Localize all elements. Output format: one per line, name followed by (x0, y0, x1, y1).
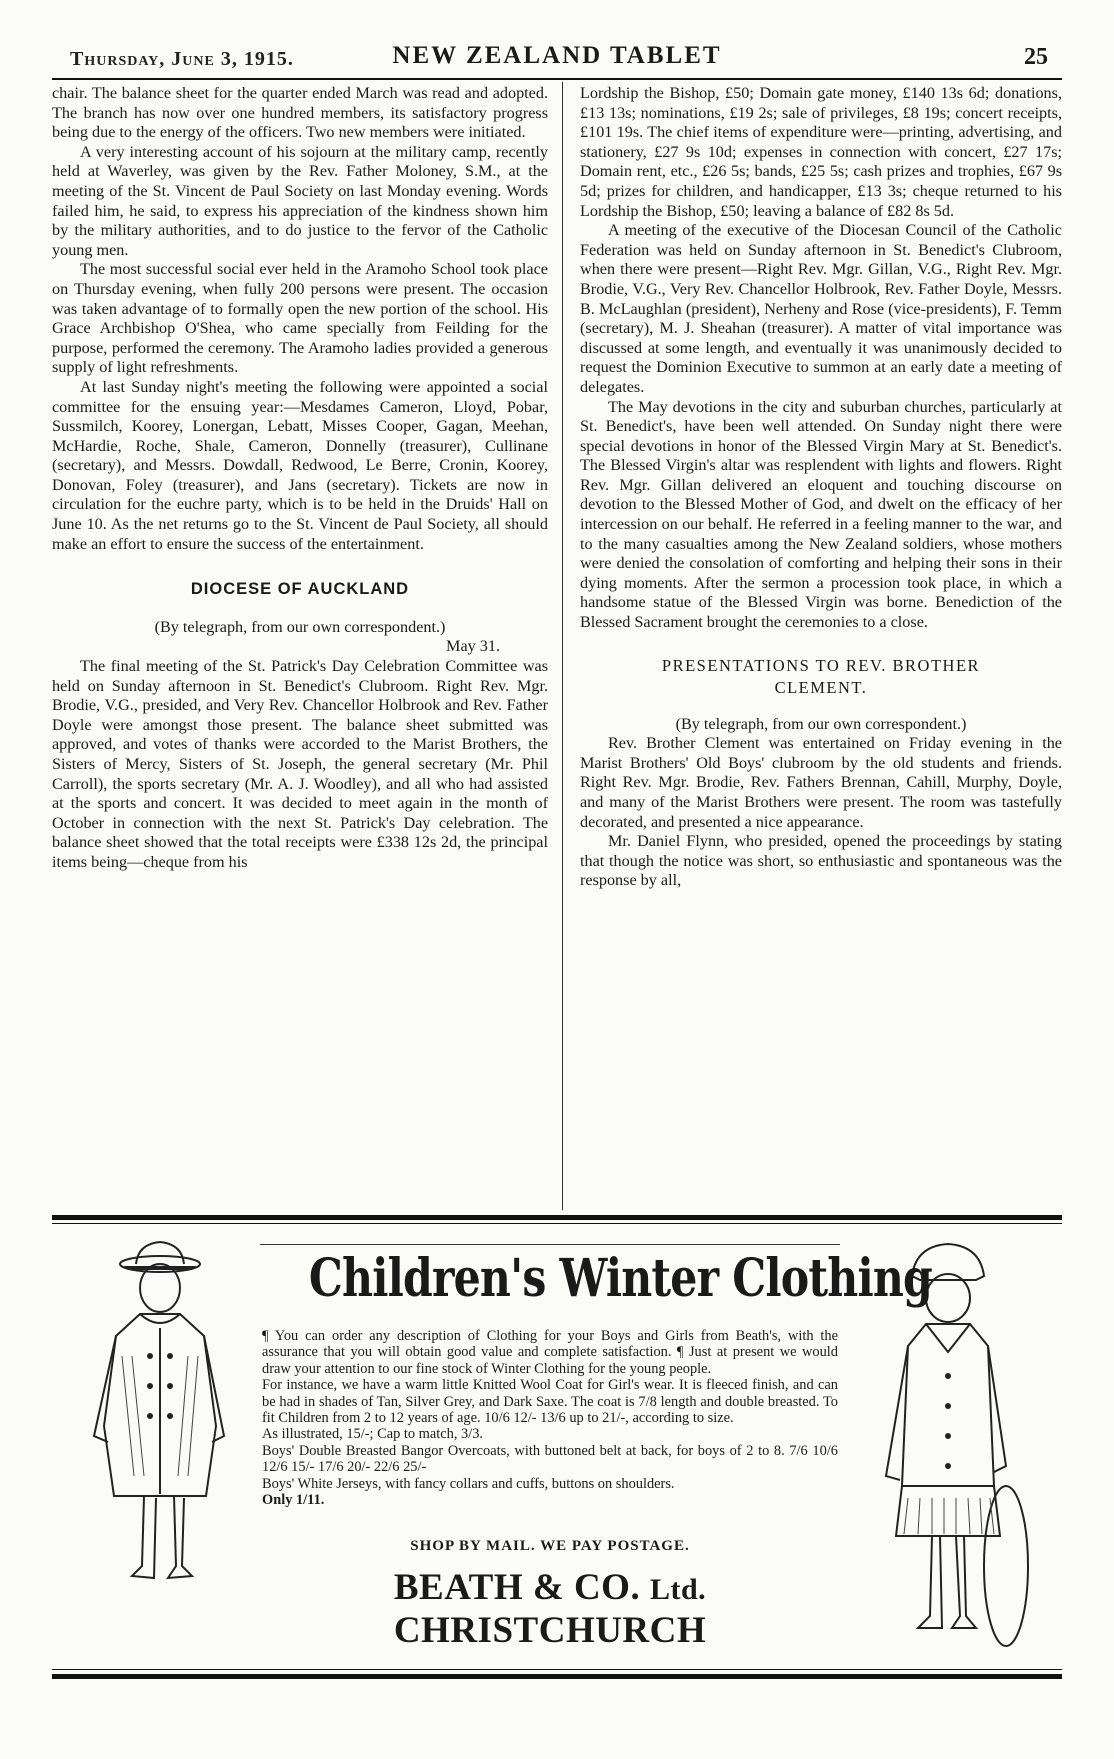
section-heading-presentations: PRESENTATIONS TO REV. BROTHER CLEMENT. (661, 655, 981, 697)
ad-border-bottom-thin (52, 1669, 1062, 1670)
ad-body-paragraph: Boys' White Jerseys, with fancy collars and cuffs, buttons on shoulders. (262, 1475, 675, 1492)
byline: (By telegraph, from our own correspondent.) (675, 714, 967, 733)
section-heading-auckland: DIOCESE OF AUCKLAND (190, 580, 410, 599)
masthead (52, 40, 1062, 74)
article-paragraph: Mr. Daniel Flynn, who presided, opened the proceedings by stating that though the notice was short, so enthusiastic and spontaneous was the response by all, (580, 832, 1062, 890)
page-number: 25 (1024, 44, 1048, 70)
ad-border-top-thin (52, 1223, 1062, 1224)
article-paragraph: The most successful social ever held in the Aramoho School took place on Thursday evening, when fully 200 persons were present. The occasion was taken advantage of to formally open the new portion of the school. His Grace Archbishop O'Shea, who came specially from Feilding for the purpose, performed the ceremony. The Aramoho ladies provided a generous supply of light refreshments. (52, 260, 548, 377)
left-column (52, 84, 548, 873)
article-paragraph: Rev. Brother Clement was entertained on Friday evening in the Marist Brothers' Old Boys' clubroom by the old students and friends. Right Rev. Mgr. Brodie, Rev. Fathers Brennan, Cahill, Murphy, Doyle, and many of the Marist Brothers were present. The room was tastefully decorated, and presented a nice appearance. (580, 734, 1062, 831)
article-paragraph: chair. The balance sheet for the quarter ended March was read and adopted. The branch has now over one hundred members, its satisfactory progress being due to the energy of the officers. Two new members were initiated. (52, 84, 548, 142)
ad-body (262, 1328, 838, 1508)
company-city: CHRISTCHURCH (393, 1610, 707, 1651)
column-divider (562, 82, 563, 1210)
ad-heading: Children's Winter Clothing (308, 1248, 933, 1309)
article-paragraph: At last Sunday night's meeting the following were appointed a social committee for the ensuing year:—Mesdames Cameron, Lloyd, Pobar, Sussmilch, Koorey, Lonergan, Lebatt, Misses Cooper, Gagan, Meehan, McHardie, Roche, Shale, Cameron, Donnelly (treasurer), Cullinane (secretary), and Messrs. Dowdall, Redwood, Le Berre, Cronin, Koorey, Donovan, Foley (treasurer), and Jans (secretary). Tickets are now in circulation for the euchre party, which is to be held in the Druids' Hall on June 10. As the net returns go to the St. Vincent de Paul Society, all should make an effort to ensure the success of the entertainment. (52, 377, 548, 553)
company-main: BEATH & CO. (393, 1567, 641, 1608)
ad-body-paragraph: For instance, we have a warm little Knitted Wool Coat for Girl's wear. It is fleeced finish, and can be had in shades of Tan, Silver Grey, and Dark Saxe. The coat is 7/8 length and double breasted. To fit Children from 2 to 12 years of age. 10/6 12/- 13/6 up to 21/-, according to size. (262, 1377, 838, 1427)
issue-date: Thursday, June 3, 1915. (70, 48, 294, 70)
byline: (By telegraph, from our own correspondent.) (154, 617, 446, 636)
article-paragraph: The final meeting of the St. Patrick's Day Celebration Committee was held on Sunday afternoon in St. Benedict's Clubroom. Right Rev. Mgr. Brodie, V.G., presided, and Very Rev. Chancellor Holbrook and Rev. Father Doyle were amongst those present. The balance sheet submitted was approved, and votes of thanks were accorded to the Marist Brothers, the Sisters of Mercy, Sisters of St. Joseph, the general secretary (Mr. Phil Carroll), the sports secretary (Mr. A. J. Woodley), and all who had assisted at the sports and concert. It was decided to meet again in the month of October in connection with the next St. Patrick's Day celebration. The balance sheet showed that the total receipts were £338 12s 2d, the principal items being—cheque from his (52, 657, 548, 871)
article-paragraph: A meeting of the executive of the Diocesan Council of the Catholic Federation was held on Sunday afternoon in St. Benedict's Clubroom, when there were present—Right Rev. Mgr. Gillan, V.G., Right Rev. Mgr. Brodie, V.G., Very Rev. Chancellor Holbrook, Rev. Father Doyle, Messrs. B. McLaughlan (president), Nerheny and Rose (vice-presidents), F. Temm (secretary), M. J. Sheahan (treasurer). A matter of vital importance was discussed at some length, and eventually it was unanimously decided to request the Dominion Executive to summon at an early date a meeting of delegates. (580, 221, 1062, 396)
ad-border-bottom (52, 1674, 1062, 1679)
publication-title: NEW ZEALAND TABLET (392, 42, 722, 69)
ad-body-paragraph: Boys' Double Breasted Bangor Overcoats, with buttoned belt at back, for boys of 2 to 8. 7/6 10/6 12/6 15/- 17/6 20/- 22/6 25/- (262, 1442, 838, 1476)
boy-in-overcoat-illustration (74, 1236, 244, 1606)
ad-border-top (52, 1215, 1062, 1220)
company-ltd: Ltd. (649, 1573, 707, 1606)
ad-inner-rule (260, 1244, 840, 1245)
article-paragraph: A very interesting account of his sojourn at the military camp, recently held at Waverley, was given by the Rev. Father Moloney, S.M., at the meeting of the St. Vincent de Paul Society on last Monday evening. Words failed him, he said, to express his appreciation of the kindness shown him by the military authorities, and to do justice to the fervor of the Catholic young men. (52, 142, 548, 259)
boy-illustration-svg (74, 1236, 244, 1606)
right-column (580, 84, 1062, 891)
dateline: May 31. (446, 637, 500, 656)
ad-company-name (262, 1566, 838, 1652)
article-paragraph: The May devotions in the city and suburban churches, particularly at St. Benedict's, have been well attended. On Sunday night there were special devotions in honor of the Blessed Virgin Mary at St. Benedict's. The Blessed Virgin's altar was resplendent with lights and flowers. Right Rev. Mgr. Gillan delivered an eloquent and touching discourse on devotion to the Blessed Mother of God, and dwelt on the efficacy of her intercession on our behalf. He referred in a feeling manner to the war, and to the many casualties among the New Zealand soldiers, whose mothers were denied the consolation of comforting and helping their sons in their dying moments. After the sermon a procession took place, in which a handsome statue of the Blessed Virgin was borne. Benediction of the Blessed Sacrament brought the ceremonies to a close. (580, 397, 1062, 632)
ad-shop-line: SHOP BY MAIL. WE PAY POSTAGE. (410, 1538, 690, 1554)
ad-body-paragraph: ¶ You can order any description of Clothing for your Boys and Girls from Beath's, with the assurance that you will obtain good value and complete satisfaction. ¶ Just at present we would draw your attention to our fine stock of Winter Clothing for the young people. (262, 1328, 838, 1377)
ad-price-note: Only 1/11. (262, 1492, 325, 1509)
ad-body-paragraph: As illustrated, 15/-; Cap to match, 3/3. (262, 1426, 484, 1443)
header-rule (52, 78, 1062, 80)
article-paragraph: Lordship the Bishop, £50; Domain gate money, £140 13s 6d; donations, £13 13s; nominations, £19 2s; sale of privileges, £8 19s; concert receipts, £101 19s. The chief items of expenditure were—printing, advertising, and stationery, £27 9s 10d; expenses in connection with concert, £27 17s; Domain rent, etc., £26 5s; bands, £25 5s; cash prizes and trophies, £67 9s 5d; prizes for children, and handicapper, £13 3s; cheque returned to his Lordship the Bishop, £50; leaving a balance of £82 8s 5d. (580, 84, 1062, 220)
